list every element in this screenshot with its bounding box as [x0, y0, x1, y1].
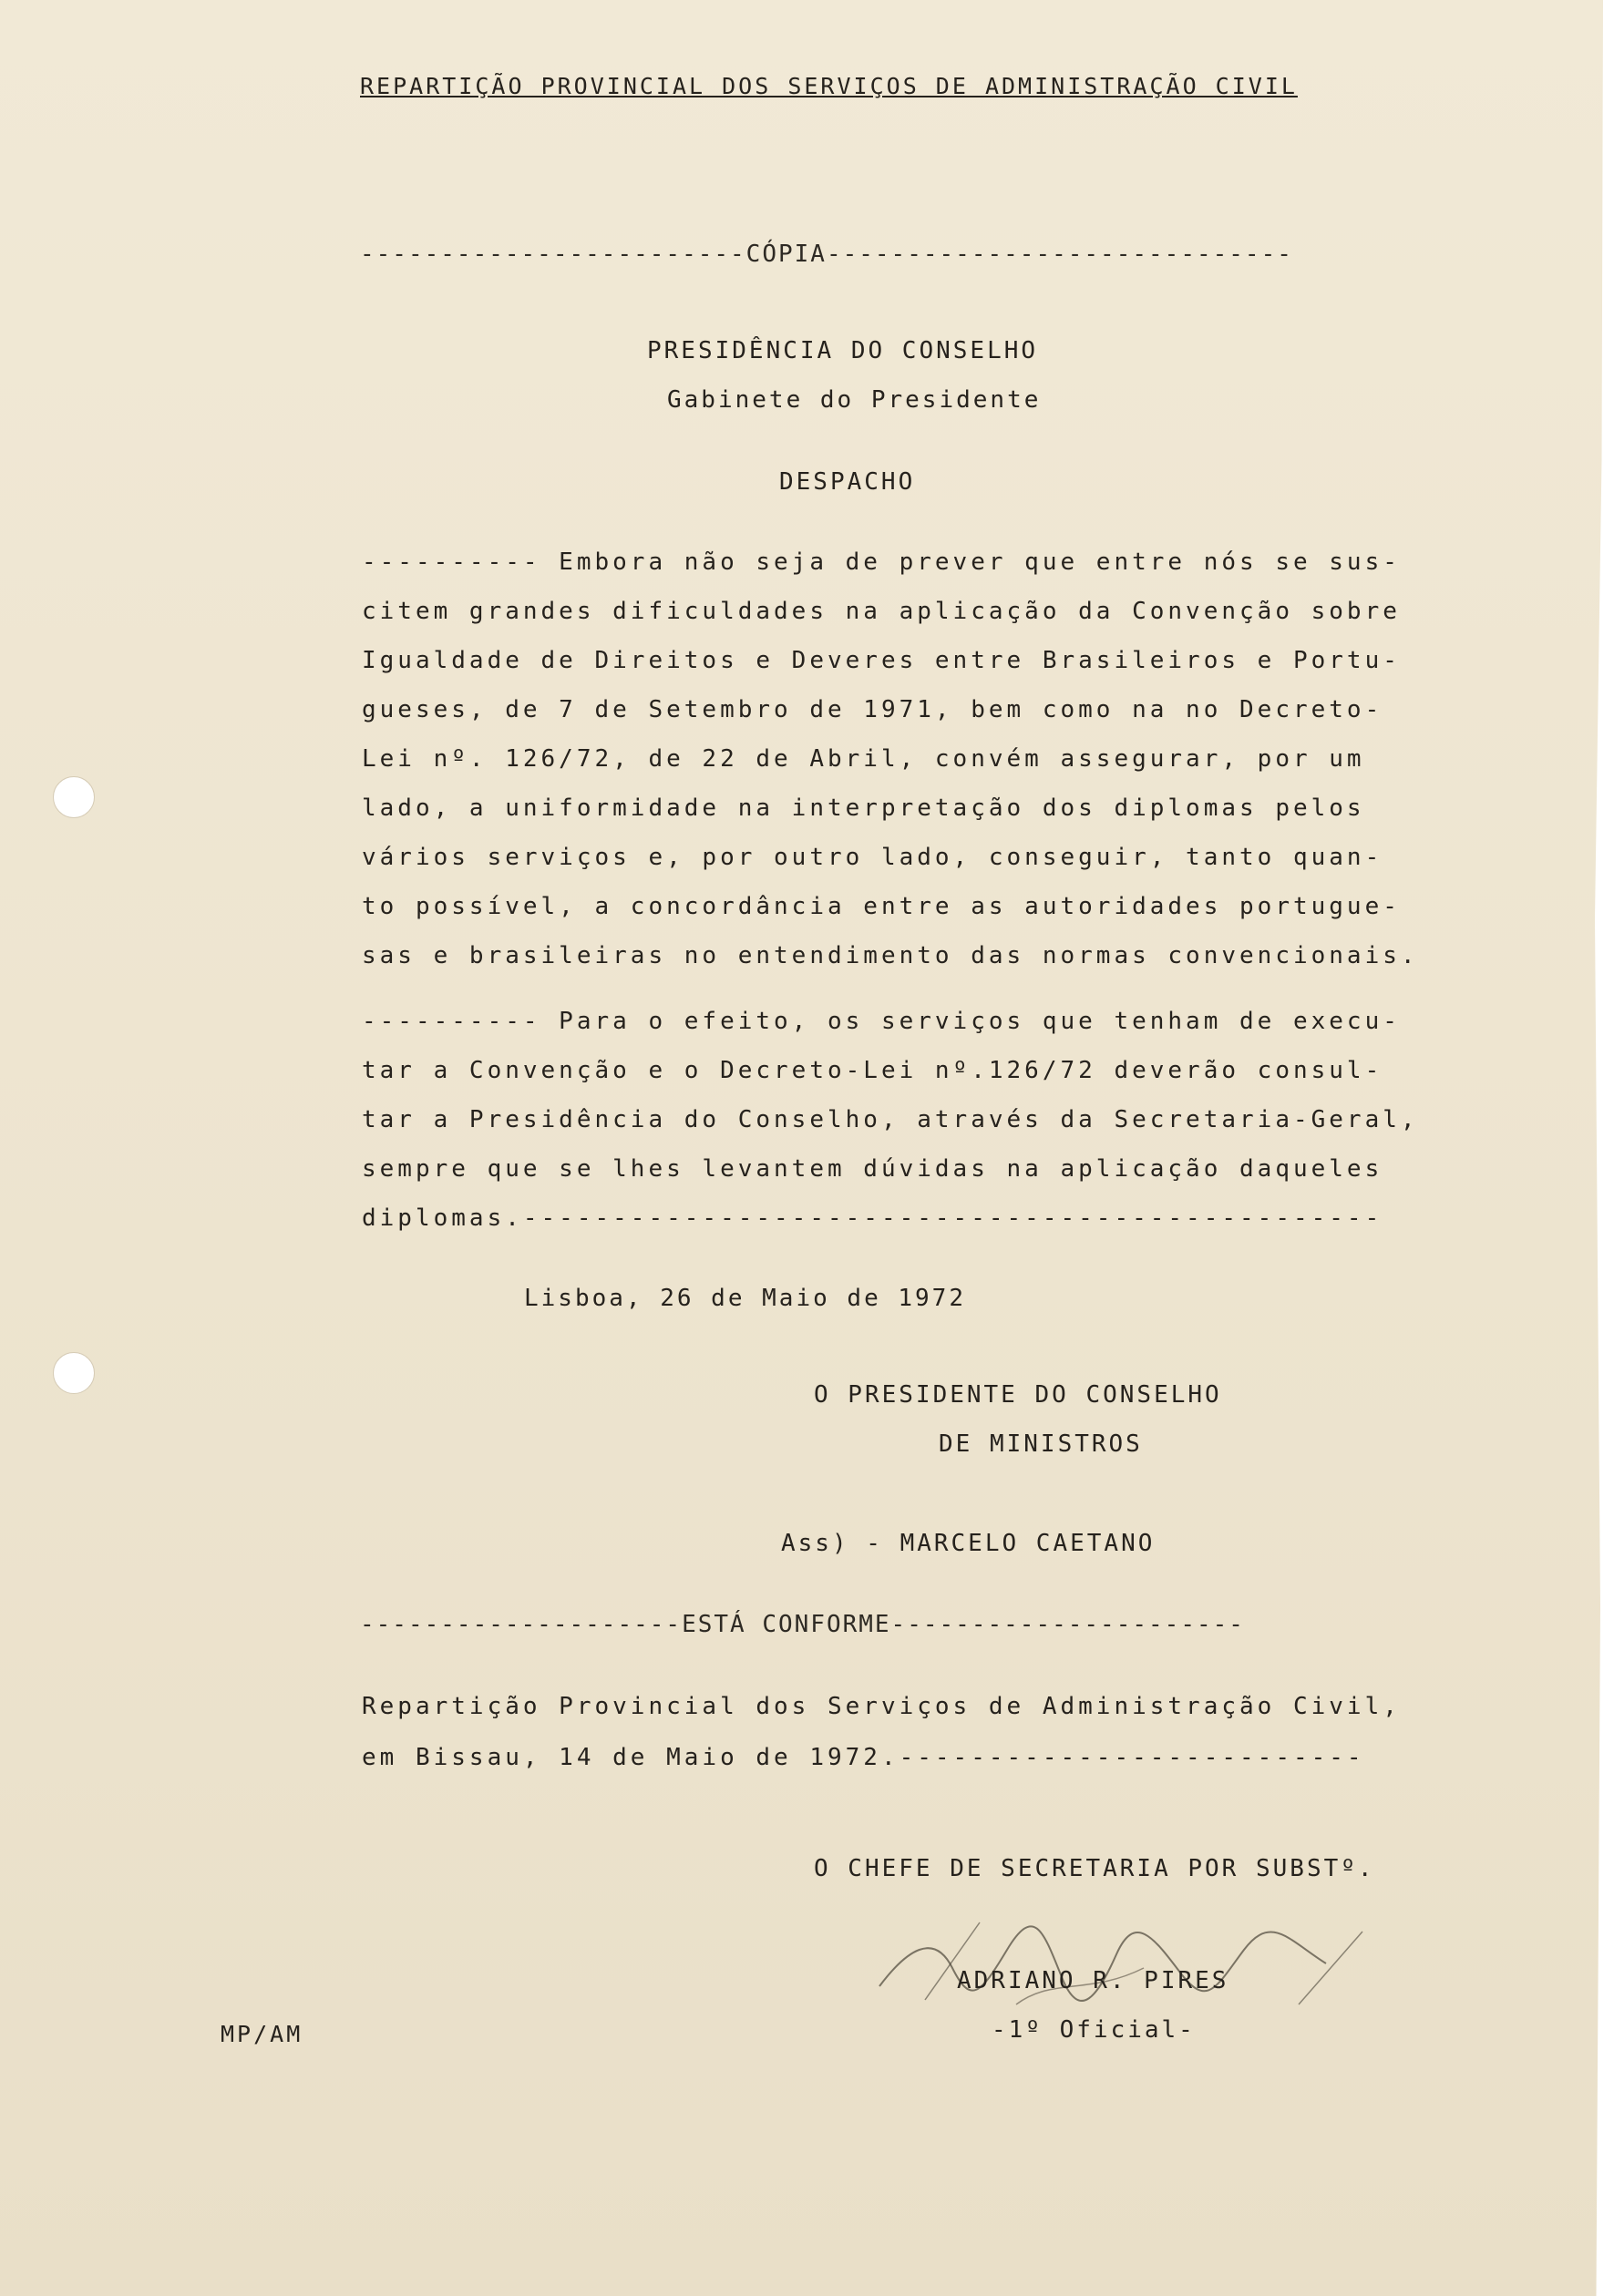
paragraph-line: gueses, de 7 de Setembro de 1971, bem como na no Decreto-: [362, 696, 1383, 723]
paragraph-line: vários serviços e, por outro lado, conseguir, tanto quan-: [362, 844, 1383, 871]
punch-hole: [53, 1352, 95, 1394]
torn-paper-edge: [1587, 0, 1614, 2296]
presidency-title: PRESIDÊNCIA DO CONSELHO: [647, 337, 1039, 364]
paragraph-line: tar a Convenção e o Decreto-Lei nº.126/72 deverão consul-: [362, 1057, 1383, 1084]
certification-line: em Bissau, 14 de Maio de 1972.--------------------------: [362, 1744, 1365, 1771]
paragraph-line: citem grandes dificuldades na aplicação da Convenção sobre: [362, 598, 1401, 625]
typist-reference: MP/AM: [221, 2021, 303, 2047]
paragraph-line: Igualdade de Direitos e Deveres entre Brasileiros e Portu-: [362, 647, 1401, 674]
certification-line: Repartição Provincial dos Serviços de Administração Civil,: [362, 1693, 1401, 1720]
paragraph-line: ---------- Embora não seja de prever que entre nós se sus-: [362, 548, 1401, 576]
paragraph-line: lado, a uniformidade na interpretação dos diplomas pelos: [362, 794, 1365, 822]
cabinet-subtitle: Gabinete do Presidente: [667, 386, 1042, 414]
paragraph-line: diplomas.------------------------------------------------: [362, 1204, 1383, 1232]
conforme-line: --------------------ESTÁ CONFORME----------------------: [360, 1611, 1245, 1638]
copy-line: ------------------------CÓPIA-----------------------------: [360, 241, 1293, 268]
signatory-title-continued: DE MINISTROS: [939, 1430, 1143, 1458]
place-date: Lisboa, 26 de Maio de 1972: [524, 1285, 966, 1312]
paragraph-line: tar a Presidência do Conselho, através da Secretaria-Geral,: [362, 1106, 1419, 1133]
paragraph-line: to possível, a concordância entre as autoridades portugue-: [362, 893, 1401, 920]
handwritten-signature: [870, 1913, 1381, 2014]
punch-hole: [53, 776, 95, 818]
signed-by: Ass) - MARCELO CAETANO: [781, 1530, 1156, 1557]
despacho-heading: DESPACHO: [779, 468, 916, 496]
document-header: REPARTIÇÃO PROVINCIAL DOS SERVIÇOS DE ADMINISTRAÇÃO CIVIL: [360, 73, 1298, 99]
official-rank: -1º Oficial-: [992, 2016, 1196, 2044]
paragraph-line: sas e brasileiras no entendimento das normas convencionais.: [362, 942, 1419, 969]
signatory-title: O PRESIDENTE DO CONSELHO: [814, 1381, 1222, 1409]
paragraph-line: sempre que se lhes levantem dúvidas na aplicação daqueles: [362, 1155, 1383, 1183]
official-name: ADRIANO R. PIRES: [957, 1967, 1229, 1994]
chief-title: O CHEFE DE SECRETARIA POR SUBSTº.: [814, 1855, 1375, 1882]
paragraph-line: Lei nº. 126/72, de 22 de Abril, convém assegurar, por um: [362, 745, 1365, 773]
paragraph-line: ---------- Para o efeito, os serviços que tenham de execu-: [362, 1008, 1401, 1035]
